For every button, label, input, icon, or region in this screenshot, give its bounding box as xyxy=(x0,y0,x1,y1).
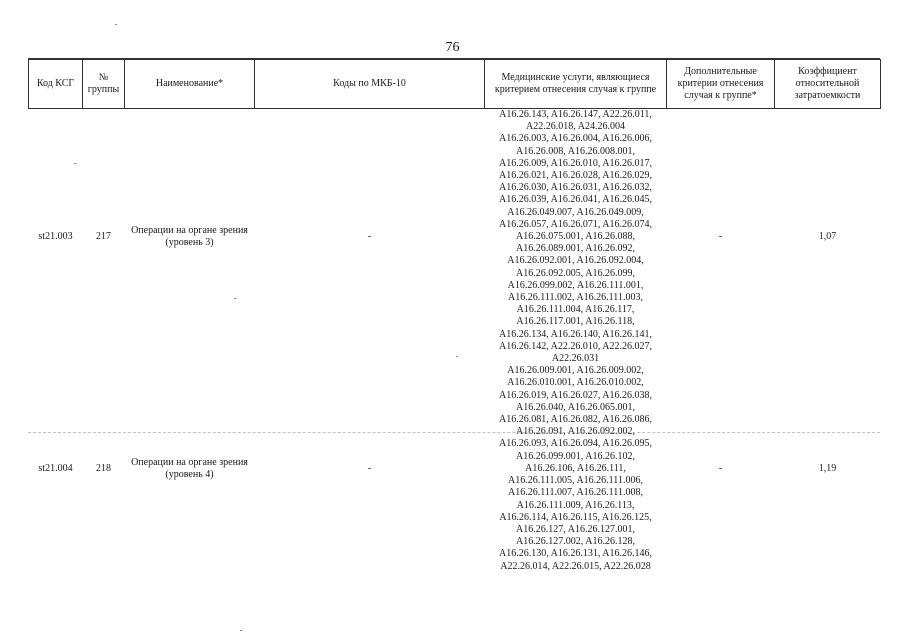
cell-coefficient: 1,07 xyxy=(818,231,837,243)
scan-speck xyxy=(240,630,242,631)
header-name: Наименование* xyxy=(125,60,255,109)
cell-icd: - xyxy=(367,462,372,474)
header-group: № группы xyxy=(83,60,125,109)
cell-extra-criteria: - xyxy=(718,231,723,243)
cell-name: Операции на органе зрения (уровень 4) xyxy=(131,456,248,480)
cell-icd: - xyxy=(367,231,372,243)
scan-dashes xyxy=(28,432,880,433)
cell-code: st21.003 xyxy=(38,231,73,243)
table-row xyxy=(29,365,881,572)
cell-coefficient: 1,19 xyxy=(818,462,837,474)
scan-speck xyxy=(234,298,236,299)
header-services: Медицинские услуги, являющиеся критерием отнесения случая к группе xyxy=(485,60,667,109)
cell-name: Операции на органе зрения (уровень 3) xyxy=(131,224,248,249)
scan-speck xyxy=(115,24,117,25)
cell-services: A16.26.009.001, A16.26.009.002, A16.26.010.001, A16.26.010.002, A16.26.019, A16.26.027, A16.26.038, A16.26.040, A16.26.065.001, A16.26.081, A16.26.082, A16.26.086, A16.26.091, A16.26.092.002, A16.26.093, A16.26.094, A16.26.095, A16.26.099.001, A16.26.102, A16.26.106, A16.26.111, A16.26.111.005, A16.26.111.006, A16.26.111.007, A16.26.111.008, A16.26.111.009, A16.26.113, A16.26.114, A16.26.115, A16.26.125, A16.26.127, A16.26.127.001, A16.26.127.002, A16.26.128, A16.26.130, A16.26.131, A16.26.146, A22.26.014, A22.26.015, A22.26.028 xyxy=(498,365,653,572)
header-extra-criteria: Дополнительные критерии отнесения случая к группе* xyxy=(667,60,775,109)
cell-code: st21.004 xyxy=(38,462,73,474)
cell-extra-criteria: - xyxy=(718,462,723,474)
header-row xyxy=(29,60,881,109)
header-code: Код КСГ xyxy=(29,60,83,109)
table-row xyxy=(29,109,881,366)
page-number: 76 xyxy=(445,40,460,55)
ksg-table xyxy=(28,59,881,573)
header-coefficient: Коэффициент относительной затратоемкости xyxy=(775,60,881,109)
cell-group: 218 xyxy=(96,462,111,474)
scan-speck xyxy=(456,356,458,357)
cell-group: 217 xyxy=(96,231,111,243)
scan-speck xyxy=(74,163,76,164)
cell-services: A16.26.143, A16.26.147, A22.26.011, A22.26.018, A24.26.004 A16.26.003, A16.26.004, A16.26.006, A16.26.008, A16.26.008.001, A16.26.009, A16.26.010, A16.26.017, A16.26.021, A16.26.028, A16.26.029, A16.26.030, A16.26.031, A16.26.032, A16.26.039, A16.26.041, A16.26.045, A16.26.049.007, A16.26.049.009, A16.26.057, A16.26.071, A16.26.074, A16.26.075.001, A16.26.088, A16.26.089.001, A16.26.092, A16.26.092.001, A16.26.092.004, A16.26.092.005, A16.26.099, A16.26.099.002, A16.26.111.001, A16.26.111.002, A16.26.111.003, A16.26.111.004, A16.26.117, A16.26.117.001, A16.26.118, A16.26.134, A16.26.140, A16.26.141, A16.26.142, A22.26.010, A22.26.027, A22.26.031 xyxy=(498,109,653,365)
header-icd: Коды по МКБ-10 xyxy=(255,60,485,109)
